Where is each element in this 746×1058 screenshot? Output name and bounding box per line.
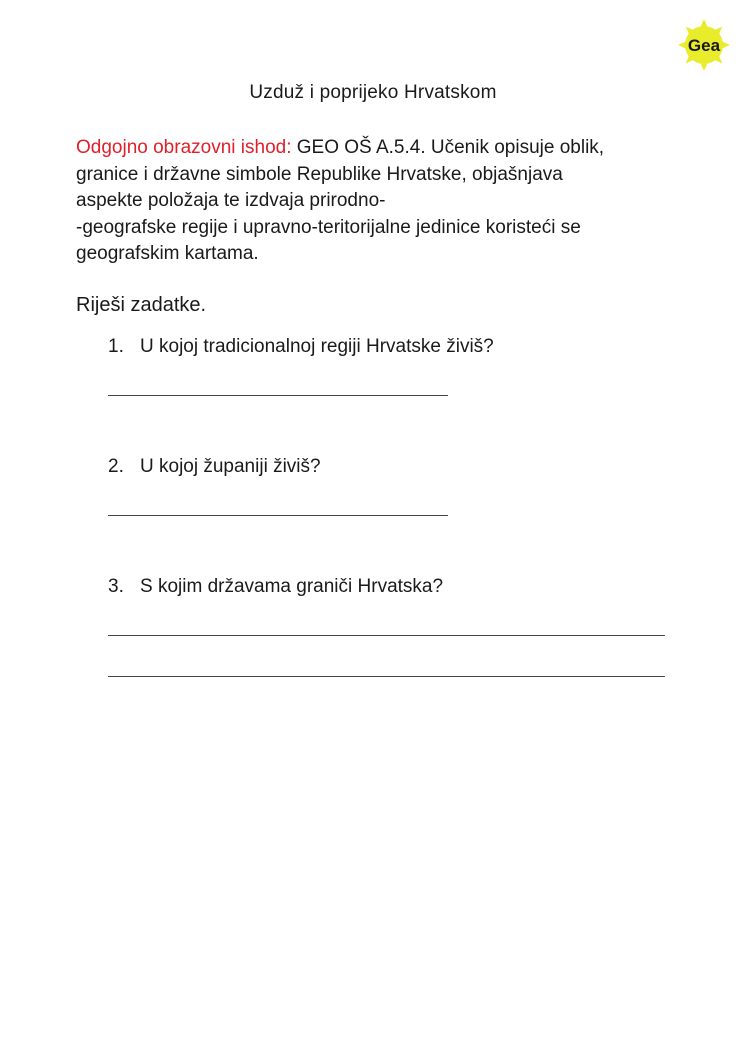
- outcome-label: Odgojno obrazovni ishod:: [76, 137, 292, 158]
- question-2: [108, 456, 321, 478]
- question-number: 2.: [108, 456, 124, 477]
- question-number: 3.: [108, 576, 124, 597]
- question-3: [108, 576, 443, 598]
- question-1: [108, 336, 494, 358]
- question-text: U kojoj županiji živiš?: [140, 456, 321, 477]
- intro-line-5: geografskim kartama.: [76, 243, 259, 264]
- answer-line-2[interactable]: [108, 515, 448, 516]
- gea-logo: [677, 18, 731, 72]
- intro-line-3: aspekte položaja te izdvaja prirodno-: [76, 190, 386, 211]
- question-number: 1.: [108, 336, 124, 357]
- page-title: Uzduž i poprijeko Hrvatskom: [249, 82, 497, 103]
- answer-line-3a[interactable]: [108, 635, 665, 636]
- intro-line-1: [76, 135, 666, 162]
- gea-logo-icon: [677, 18, 731, 72]
- learning-outcome: [76, 135, 666, 268]
- question-text: S kojim državama graniči Hrvatska?: [140, 576, 444, 597]
- instruction-heading: Riješi zadatke.: [76, 294, 207, 316]
- logo-text: Gea: [687, 36, 721, 55]
- intro-line-4: -geografske regije i upravno-teritorijalne jedinice koristeći se: [76, 216, 581, 238]
- answer-line-3b[interactable]: [108, 676, 665, 677]
- intro-text-1: GEO OŠ A.5.4. Učenik opisuje oblik,: [291, 137, 605, 158]
- answer-line-1[interactable]: [108, 395, 448, 396]
- question-text: U kojoj tradicionalnoj regiji Hrvatske živiš?: [140, 336, 494, 357]
- intro-line-2: granice i državne simbole Republike Hrvatske, objašnjava: [76, 163, 563, 185]
